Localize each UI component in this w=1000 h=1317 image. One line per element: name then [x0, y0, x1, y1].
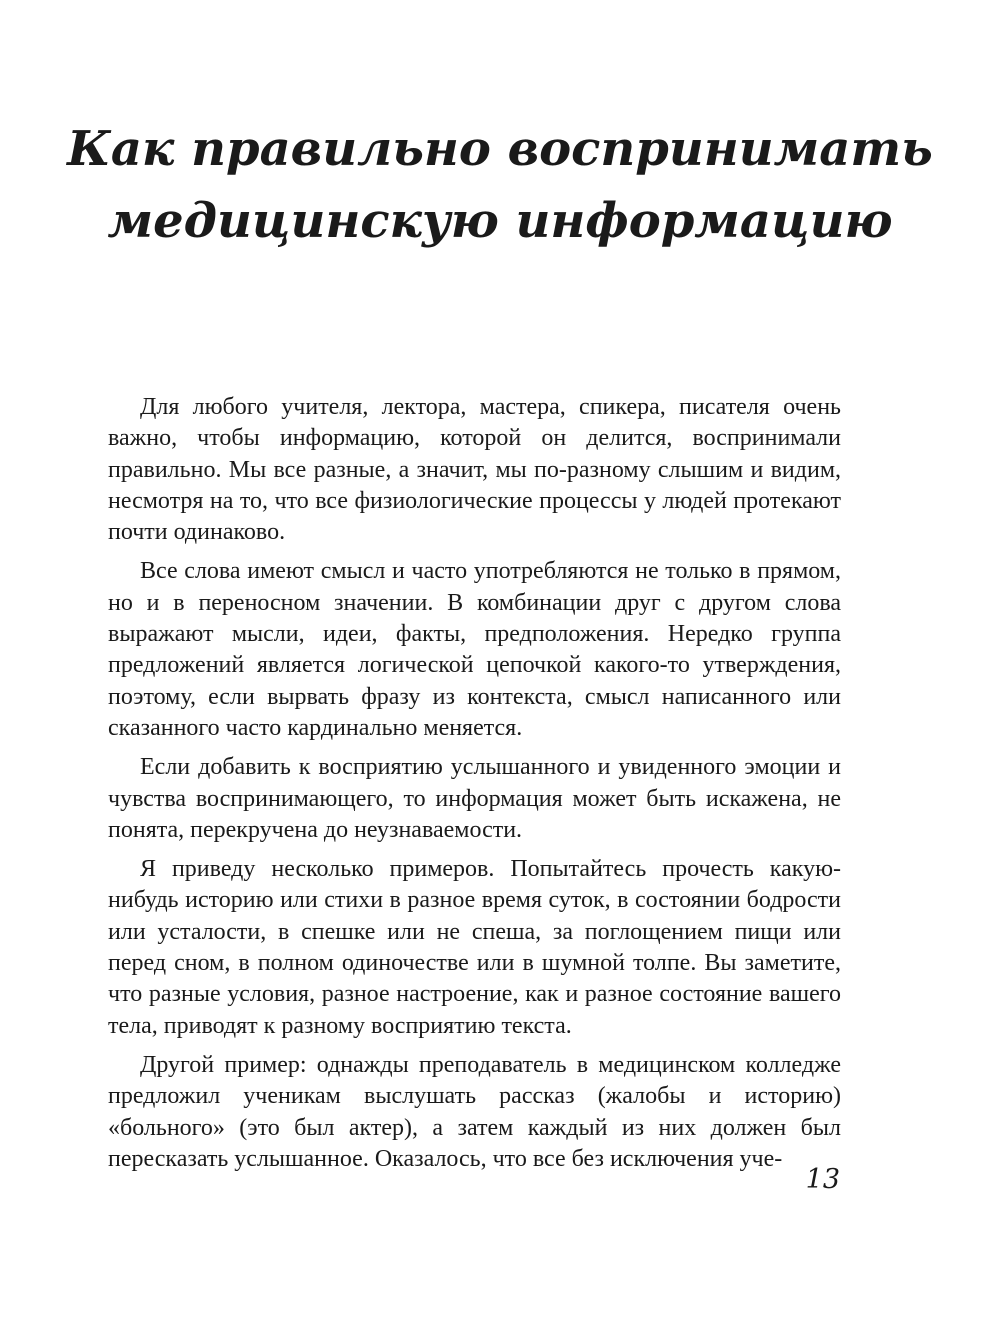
chapter-title-line-1: Как правильно воспринимать: [67, 121, 933, 177]
paragraph: Для любого учителя, лектора, мастера, спикера, писателя очень важно, чтобы информацию, которой он делится, воспринимали правильно. Мы все разные, а значит, мы по-разному слышим и видим, несмотря на то, что все физиологические процессы у людей протекают почти одинаково.: [108, 394, 841, 546]
paragraph: Другой пример: однажды преподаватель в медицинском колледже предложил ученикам выслушать рассказ (жалобы и историю) «больного» (это был актер), а затем каждый из них должен был пересказать услышанное. Оказалось, что все без исключения уче-: [108, 1051, 841, 1172]
chapter-title-line-2: медицинскую информацию: [107, 193, 893, 249]
paragraph: Если добавить к восприятию услышанного и увиденного эмоции и чувства воспринимающего, то информация может быть искажена, не понята, перекручена до неузнаваемости.: [108, 754, 841, 843]
paragraph: Все слова имеют смысл и часто употребляются не только в прямом, но и в переносном значении. В комбинации друг с другом слова выражают мысли, идеи, факты, предположения. Нередко группа предложений является логической цепочкой какого-то утверждения, поэтому, если вырвать фразу из контекста, смысл написанного или сказанного часто кардинально меняется.: [108, 558, 841, 741]
chapter-title: [0, 113, 1000, 257]
page-number: 13: [805, 1164, 840, 1195]
paragraph: Я приведу несколько примеров. Попытайтесь прочесть какую-нибудь историю или стихи в разное время суток, в состоянии бодрости или усталости, в спешке или не спеша, за поглощением пищи или перед сном, в полном одиночестве или в шумной толпе. Вы заметите, что разные условия, разное настроение, как и разное состояние вашего тела, приводят к разному восприятию текста.: [108, 856, 841, 1039]
body-text: [108, 392, 841, 1183]
